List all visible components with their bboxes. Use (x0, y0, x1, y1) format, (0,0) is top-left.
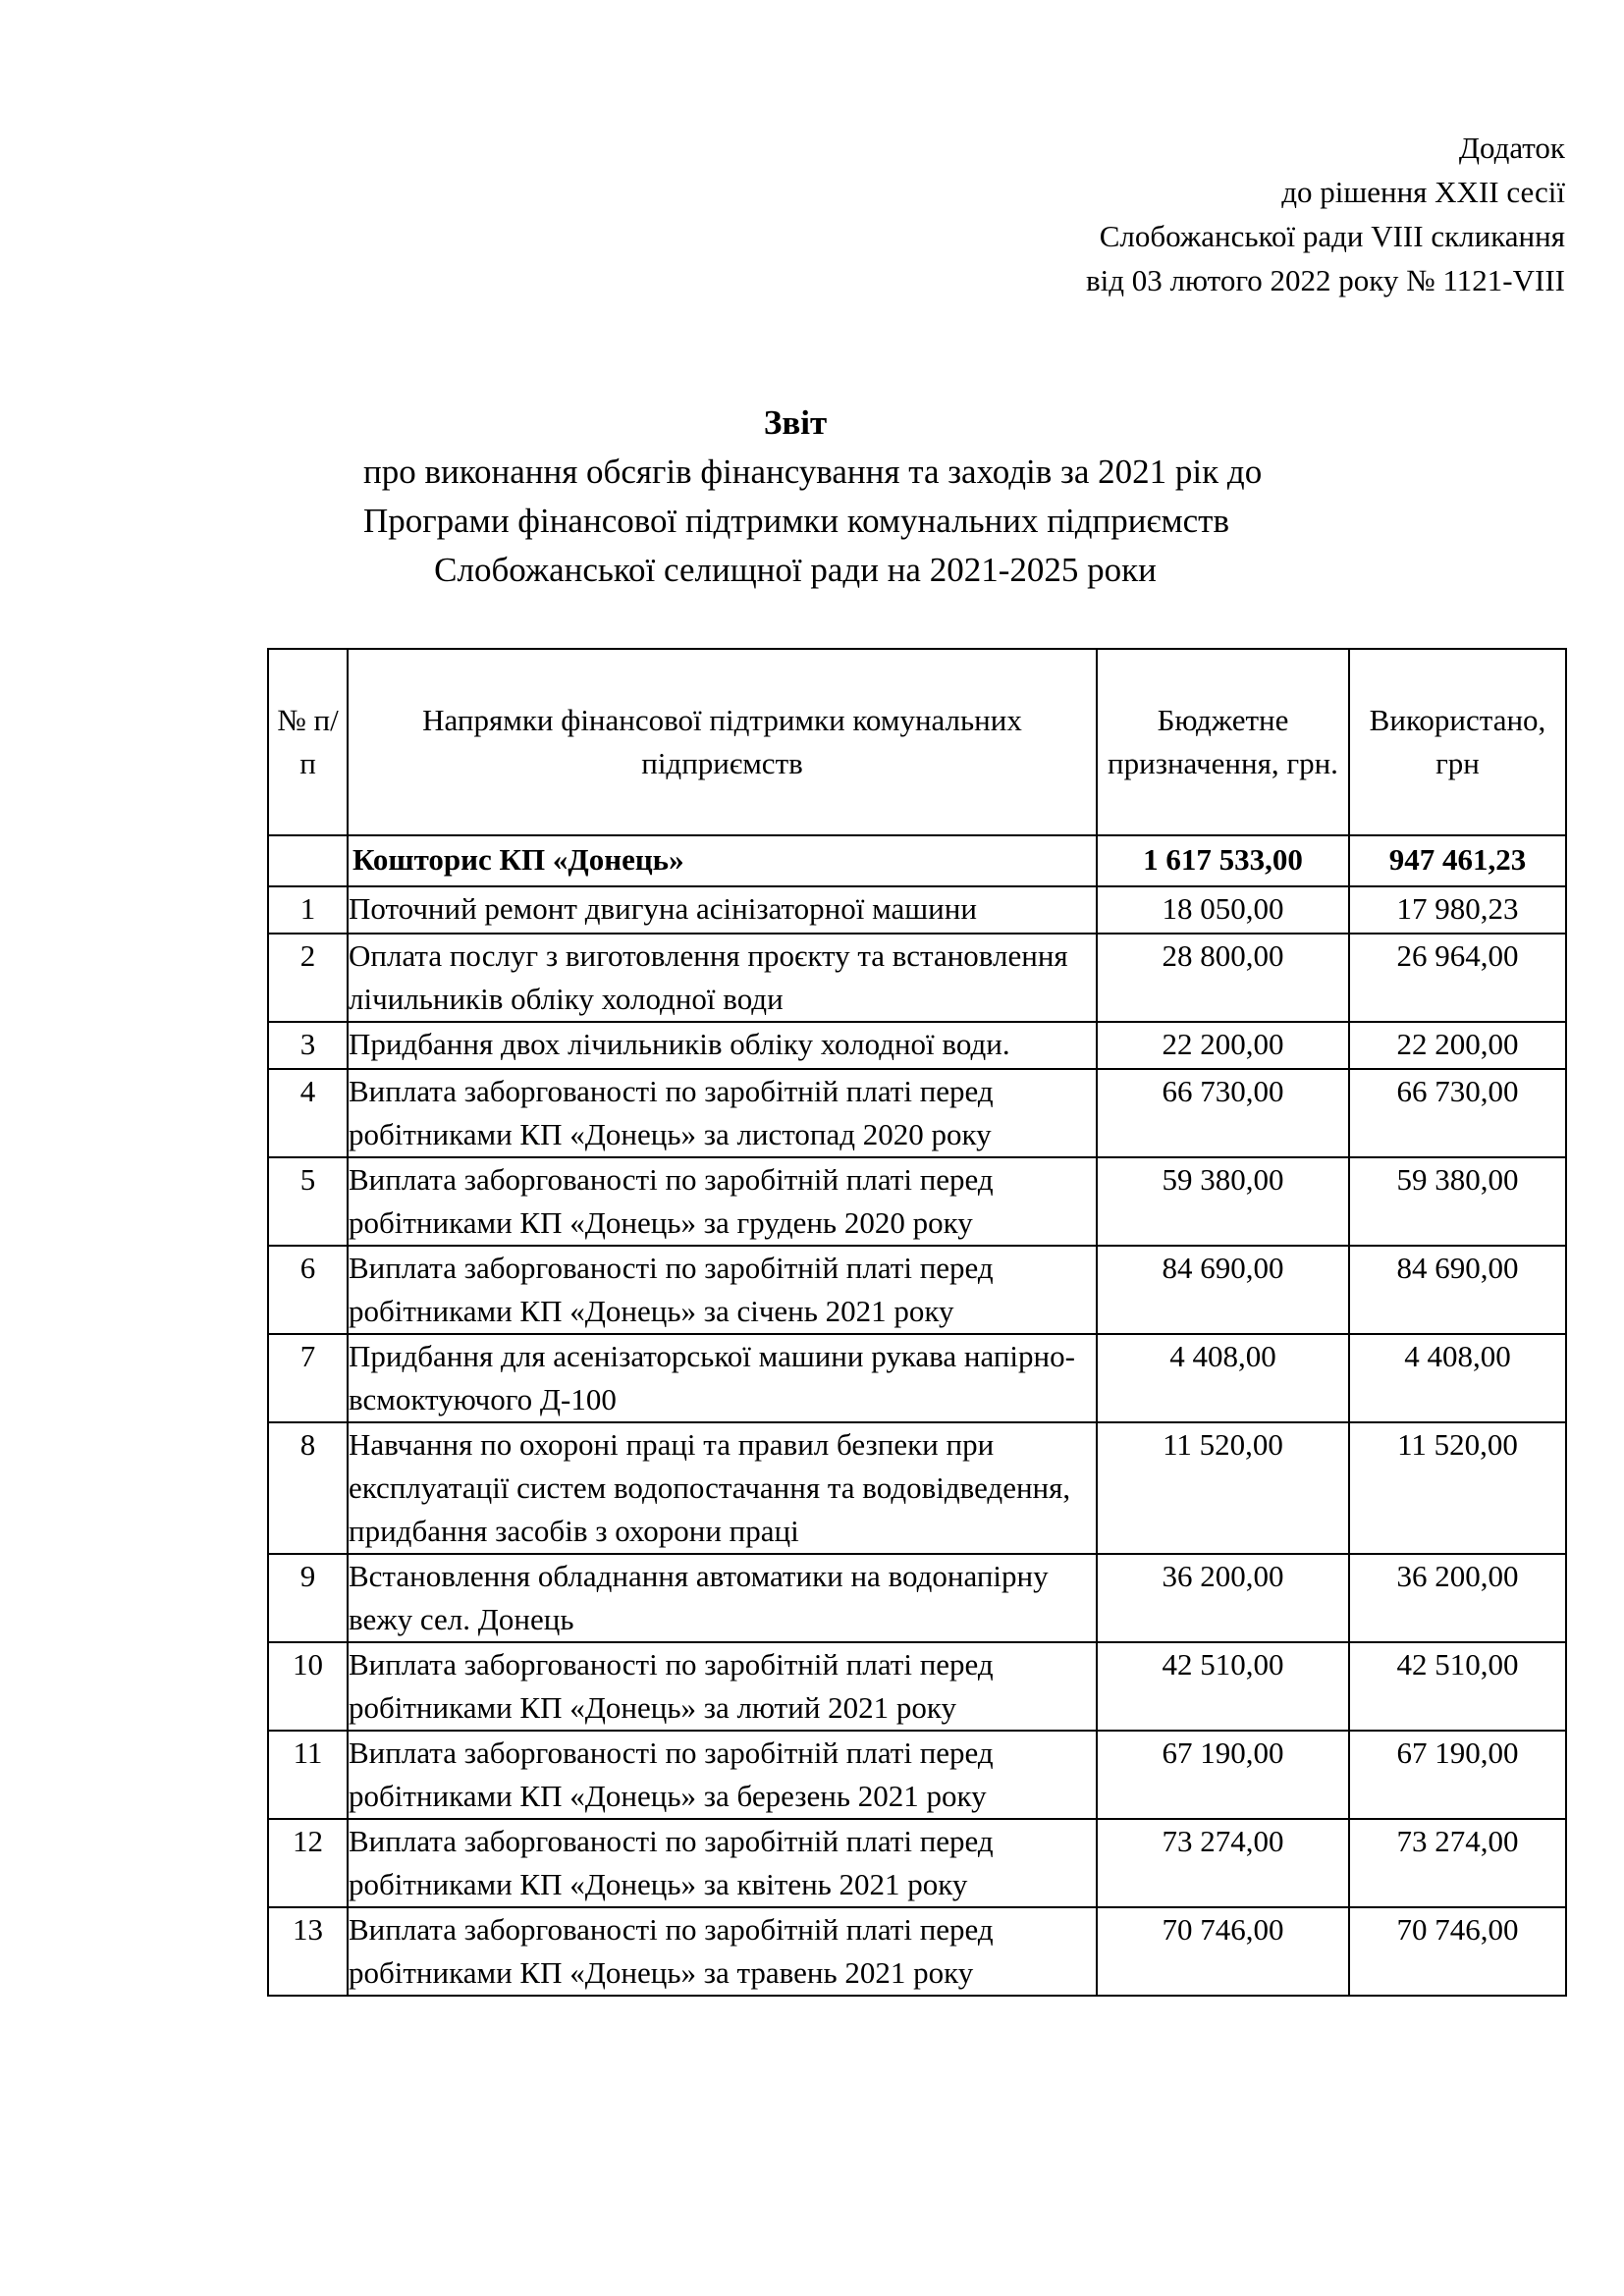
annex-line: від 03 лютого 2022 року № 1121-VIII (1085, 263, 1565, 297)
row-num: 5 (268, 1157, 348, 1246)
row-budget: 66 730,00 (1097, 1069, 1349, 1157)
row-budget: 59 380,00 (1097, 1157, 1349, 1246)
table-row (268, 1819, 1566, 1907)
row-budget: 11 520,00 (1097, 1422, 1349, 1554)
row-used: 73 274,00 (1349, 1819, 1566, 1907)
row-used: 67 190,00 (1349, 1731, 1566, 1819)
report-title: Звіт (763, 403, 828, 442)
row-budget: 84 690,00 (1097, 1246, 1349, 1334)
row-used: 11 520,00 (1349, 1422, 1566, 1554)
row-direction: Навчання по охороні праці та правил безпеки при експлуатації систем водопостачання та водовідведення, придбання засобів з охорони праці (348, 1422, 1097, 1554)
total-row (268, 835, 1566, 886)
row-direction: Виплата заборгованості по заробітній платі перед робітниками КП «Донець» за грудень 2020 року (348, 1157, 1097, 1246)
row-num: 8 (268, 1422, 348, 1554)
row-used: 26 964,00 (1349, 934, 1566, 1022)
row-num: 13 (268, 1907, 348, 1996)
row-budget: 73 274,00 (1097, 1819, 1349, 1907)
table-row (268, 886, 1566, 934)
row-num: 7 (268, 1334, 348, 1422)
row-num: 3 (268, 1022, 348, 1069)
row-used: 59 380,00 (1349, 1157, 1566, 1246)
row-direction: Виплата заборгованості по заробітній платі перед робітниками КП «Донець» за березень 2021 року (348, 1731, 1097, 1819)
header-budget: Бюджетне призначення, грн. (1097, 649, 1349, 835)
total-used: 947 461,23 (1349, 835, 1566, 886)
annex-line: Додаток (1458, 131, 1565, 165)
row-num: 10 (268, 1642, 348, 1731)
row-used: 70 746,00 (1349, 1907, 1566, 1996)
row-used: 22 200,00 (1349, 1022, 1566, 1069)
total-label: Кошторис КП «Донець» (348, 835, 1097, 886)
table-row (268, 1907, 1566, 1996)
row-num: 9 (268, 1554, 348, 1642)
row-budget: 42 510,00 (1097, 1642, 1349, 1731)
row-num: 11 (268, 1731, 348, 1819)
table-row (268, 1731, 1566, 1819)
annex-block (878, 126, 1565, 302)
header-direction: Напрямки фінансової підтримки комунальних підприємств (348, 649, 1097, 835)
annex-line: до рішення XXII сесії (1281, 175, 1565, 209)
table-row (268, 1246, 1566, 1334)
row-used: 84 690,00 (1349, 1246, 1566, 1334)
row-budget: 36 200,00 (1097, 1554, 1349, 1642)
table-row (268, 1069, 1566, 1157)
row-budget: 28 800,00 (1097, 934, 1349, 1022)
row-used: 42 510,00 (1349, 1642, 1566, 1731)
table-row (268, 934, 1566, 1022)
row-direction: Оплата послуг з виготовлення проєкту та встановлення лічильників обліку холодної води (348, 934, 1097, 1022)
row-direction: Придбання двох лічильників обліку холодної води. (348, 1022, 1097, 1069)
table-row (268, 1642, 1566, 1731)
table-row (268, 1422, 1566, 1554)
table-row (268, 1554, 1566, 1642)
row-used: 17 980,23 (1349, 886, 1566, 934)
row-num: 2 (268, 934, 348, 1022)
row-used: 4 408,00 (1349, 1334, 1566, 1422)
total-num-cell (268, 835, 348, 886)
table-row (268, 1334, 1566, 1422)
row-num: 6 (268, 1246, 348, 1334)
report-subtitle-line: Програми фінансової підтримки комунальних підприємств (363, 502, 1230, 540)
table-row (268, 1022, 1566, 1069)
row-budget: 70 746,00 (1097, 1907, 1349, 1996)
header-num: № п/п (268, 649, 348, 835)
row-budget: 22 200,00 (1097, 1022, 1349, 1069)
row-used: 36 200,00 (1349, 1554, 1566, 1642)
row-used: 66 730,00 (1349, 1069, 1566, 1157)
row-num: 4 (268, 1069, 348, 1157)
header-used: Використано, грн (1349, 649, 1566, 835)
row-direction: Виплата заборгованості по заробітній платі перед робітниками КП «Донець» за січень 2021 року (348, 1246, 1097, 1334)
row-direction: Виплата заборгованості по заробітній платі перед робітниками КП «Донець» за квітень 2021 року (348, 1819, 1097, 1907)
report-subtitle-line: про виконання обсягів фінансування та заходів за 2021 рік до (363, 453, 1263, 491)
row-budget: 4 408,00 (1097, 1334, 1349, 1422)
row-direction: Поточний ремонт двигуна асінізаторної машини (348, 886, 1097, 934)
report-heading (363, 399, 1263, 595)
row-direction: Встановлення обладнання автоматики на водонапірну вежу сел. Донець (348, 1554, 1097, 1642)
report-table (267, 648, 1567, 1997)
total-budget: 1 617 533,00 (1097, 835, 1349, 886)
row-direction: Виплата заборгованості по заробітній платі перед робітниками КП «Донець» за листопад 2020 року (348, 1069, 1097, 1157)
row-direction: Виплата заборгованості по заробітній платі перед робітниками КП «Донець» за лютий 2021 року (348, 1642, 1097, 1731)
annex-line: Слобожанської ради VIII скликання (1099, 219, 1565, 253)
row-budget: 18 050,00 (1097, 886, 1349, 934)
row-direction: Виплата заборгованості по заробітній платі перед робітниками КП «Донець» за травень 2021 року (348, 1907, 1097, 1996)
row-budget: 67 190,00 (1097, 1731, 1349, 1819)
row-num: 1 (268, 886, 348, 934)
row-num: 12 (268, 1819, 348, 1907)
table-row (268, 1157, 1566, 1246)
table-header-row (268, 649, 1566, 835)
row-direction: Придбання для асенізаторської машини рукава напірно-всмоктуючого Д-100 (348, 1334, 1097, 1422)
report-subtitle-line: Слобожанської селищної ради на 2021-2025 роки (434, 551, 1157, 589)
